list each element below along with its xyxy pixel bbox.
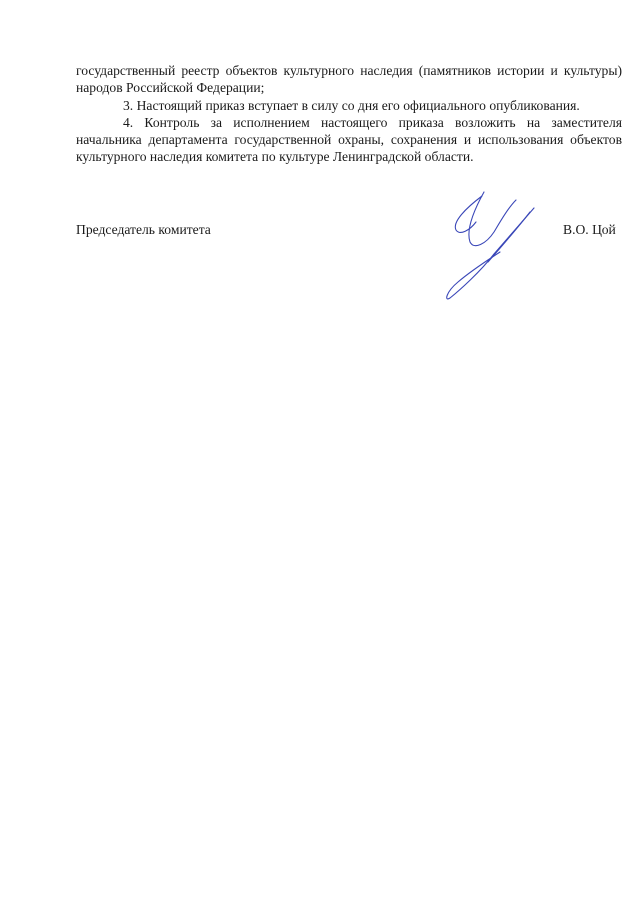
paragraph-item-4: 4. Контроль за исполнением настоящего приказа возложить на заместителя начальника департамента государственной охраны, сохранения и использования объектов культурного наследия комитета по культуре Ленинградской области.: [76, 114, 622, 165]
handwritten-signature: [436, 186, 546, 306]
signatory-name: В.О. Цой: [563, 222, 616, 237]
paragraph-registry-continuation: государственный реестр объектов культурного наследия (памятников истории и культуры) народов Российской Федерации;: [76, 63, 622, 96]
document-body: [76, 62, 622, 166]
signatory-title: Председатель комитета: [76, 222, 211, 237]
paragraph-item-3: 3. Настоящий приказ вступает в силу со дня его официального опубликования.: [123, 97, 580, 113]
